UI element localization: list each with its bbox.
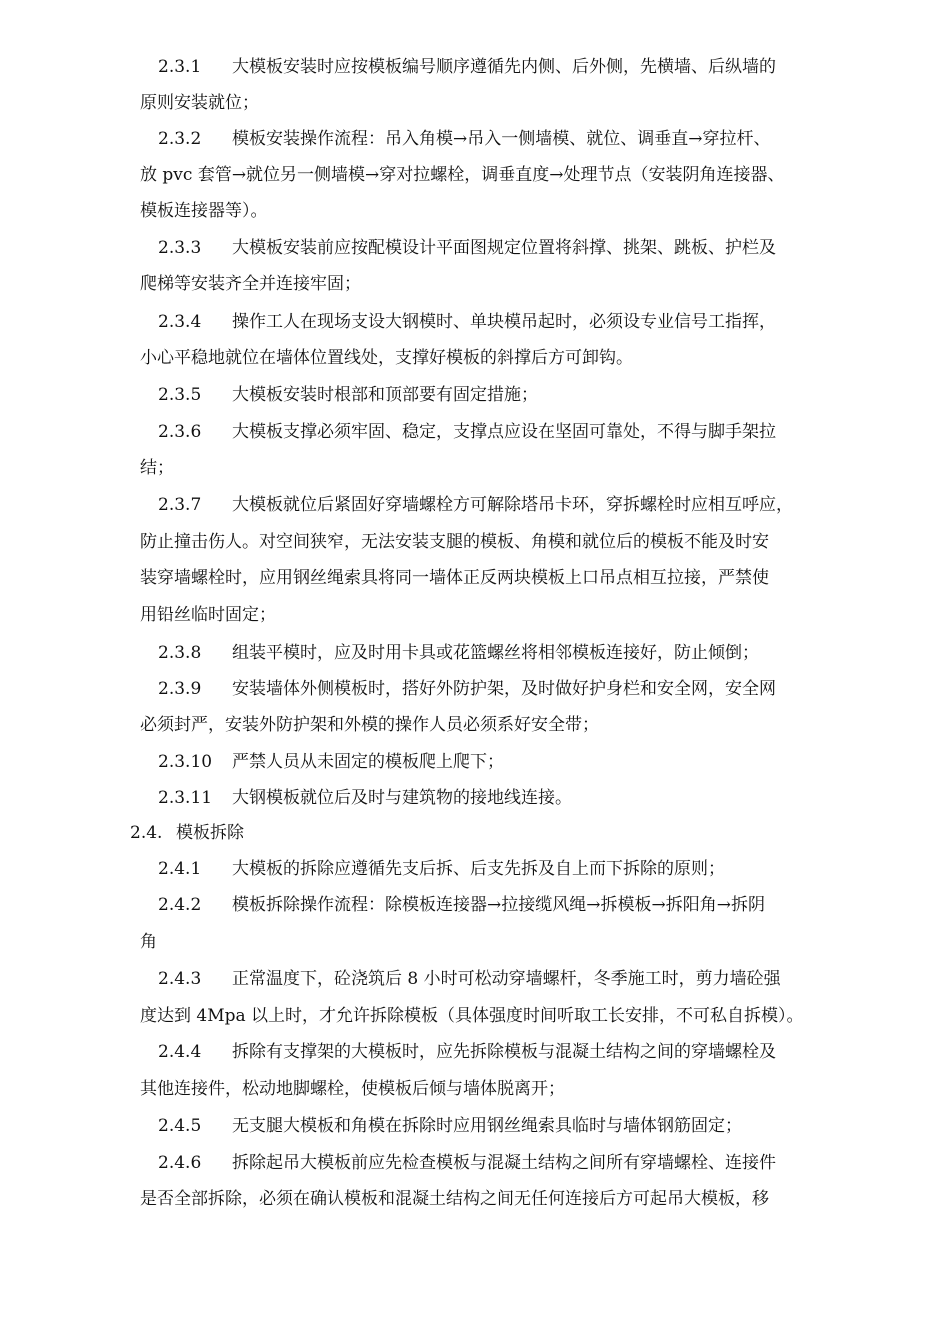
line-text: 大模板安装时根部和顶部要有固定措施； [232, 385, 538, 405]
line-text: 结； [140, 458, 174, 478]
clause-number: 2.3.7 [158, 495, 202, 515]
line-text: 防止撞击伤人。对空间狭窄，无法安装支腿的模板、角模和就位后的模板不能及时安 [140, 532, 769, 552]
clause-number: 2.3.10 [158, 752, 213, 772]
line-text: 大模板就位后紧固好穿墙螺栓方可解除塔吊卡环，穿拆螺栓时应相互呼应， [232, 495, 793, 515]
section-number: 2.4. [130, 823, 163, 843]
clause-number: 2.3.9 [158, 679, 202, 699]
line-text: 大模板安装前应按配模设计平面图规定位置将斜撑、挑架、跳板、护栏及 [232, 238, 776, 258]
clause-number: 2.3.11 [158, 788, 213, 808]
clause-number: 2.4.2 [158, 895, 202, 915]
line-text: 模板安装操作流程：吊入角模→吊入一侧墙模、就位、调垂直→穿拉杆、 [232, 129, 771, 149]
line-text: 模板拆除操作流程：除模板连接器→拉接缆风绳→拆模板→拆阳角→拆阴 [232, 895, 765, 915]
clause-number: 2.3.1 [158, 57, 202, 77]
line-text: 放 pvc 套管→就位另一侧墙模→穿对拉螺栓，调垂直度→处理节点（安装阴角连接器、 [140, 165, 785, 185]
line-text: 是否全部拆除，必须在确认模板和混凝土结构之间无任何连接后方可起吊大模板，移 [140, 1189, 769, 1209]
line-text: 小心平稳地就位在墙体位置线处，支撑好模板的斜撑后方可卸钩。 [140, 348, 633, 368]
clause-number: 2.3.4 [158, 312, 202, 332]
line-text: 正常温度下，砼浇筑后 8 小时可松动穿墙螺杆，冬季施工时，剪力墙砼强 [232, 969, 781, 989]
line-text: 拆除起吊大模板前应先检查模板与混凝土结构之间所有穿墙螺栓、连接件 [232, 1153, 776, 1173]
line-text: 必须封严，安装外防护架和外模的操作人员必须系好安全带； [140, 715, 599, 735]
line-text: 其他连接件，松动地脚螺栓，使模板后倾与墙体脱离开； [140, 1079, 565, 1099]
line-text: 大模板的拆除应遵循先支后拆、后支先拆及自上而下拆除的原则； [232, 859, 725, 879]
line-text: 大模板安装时应按模板编号顺序遵循先内侧、后外侧，先横墙、后纵墙的 [232, 57, 776, 77]
clause-number: 2.3.8 [158, 643, 202, 663]
line-text: 模板连接器等）。 [140, 201, 268, 221]
line-text: 安装墙体外侧模板时，搭好外防护架，及时做好护身栏和安全网，安全网 [232, 679, 776, 699]
section-title: 模板拆除 [176, 823, 244, 843]
line-text: 严禁人员从未固定的模板爬上爬下； [232, 752, 504, 772]
clause-number: 2.3.3 [158, 238, 202, 258]
line-text: 组装平模时，应及时用卡具或花篮螺丝将相邻模板连接好，防止倾倒； [232, 643, 759, 663]
clause-number: 2.4.1 [158, 859, 202, 879]
line-text: 原则安装就位； [140, 93, 259, 113]
clause-number: 2.3.6 [158, 422, 202, 442]
clause-number: 2.3.2 [158, 129, 202, 149]
line-text: 角 [140, 932, 157, 952]
line-text: 无支腿大模板和角模在拆除时应用钢丝绳索具临时与墙体钢筋固定； [232, 1116, 742, 1136]
line-text: 装穿墙螺栓时，应用钢丝绳索具将同一墙体正反两块模板上口吊点相互拉接，严禁使 [140, 568, 769, 588]
line-text: 大模板支撑必须牢固、稳定，支撑点应设在坚固可靠处，不得与脚手架拉 [232, 422, 776, 442]
line-text: 度达到 4Mpa 以上时，才允许拆除模板（具体强度时间听取工长安排，不可私自拆模）。 [140, 1006, 804, 1026]
line-text: 大钢模板就位后及时与建筑物的接地线连接。 [232, 788, 572, 808]
line-text: 爬梯等安装齐全并连接牢固； [140, 274, 361, 294]
clause-number: 2.4.3 [158, 969, 202, 989]
clause-number: 2.4.6 [158, 1153, 202, 1173]
clause-number: 2.4.5 [158, 1116, 202, 1136]
clause-number: 2.4.4 [158, 1042, 202, 1062]
line-text: 拆除有支撑架的大模板时，应先拆除模板与混凝土结构之间的穿墙螺栓及 [232, 1042, 776, 1062]
line-text: 操作工人在现场支设大钢模时、单块模吊起时，必须设专业信号工指挥， [232, 312, 776, 332]
clause-number: 2.3.5 [158, 385, 202, 405]
line-text: 用铅丝临时固定； [140, 605, 276, 625]
